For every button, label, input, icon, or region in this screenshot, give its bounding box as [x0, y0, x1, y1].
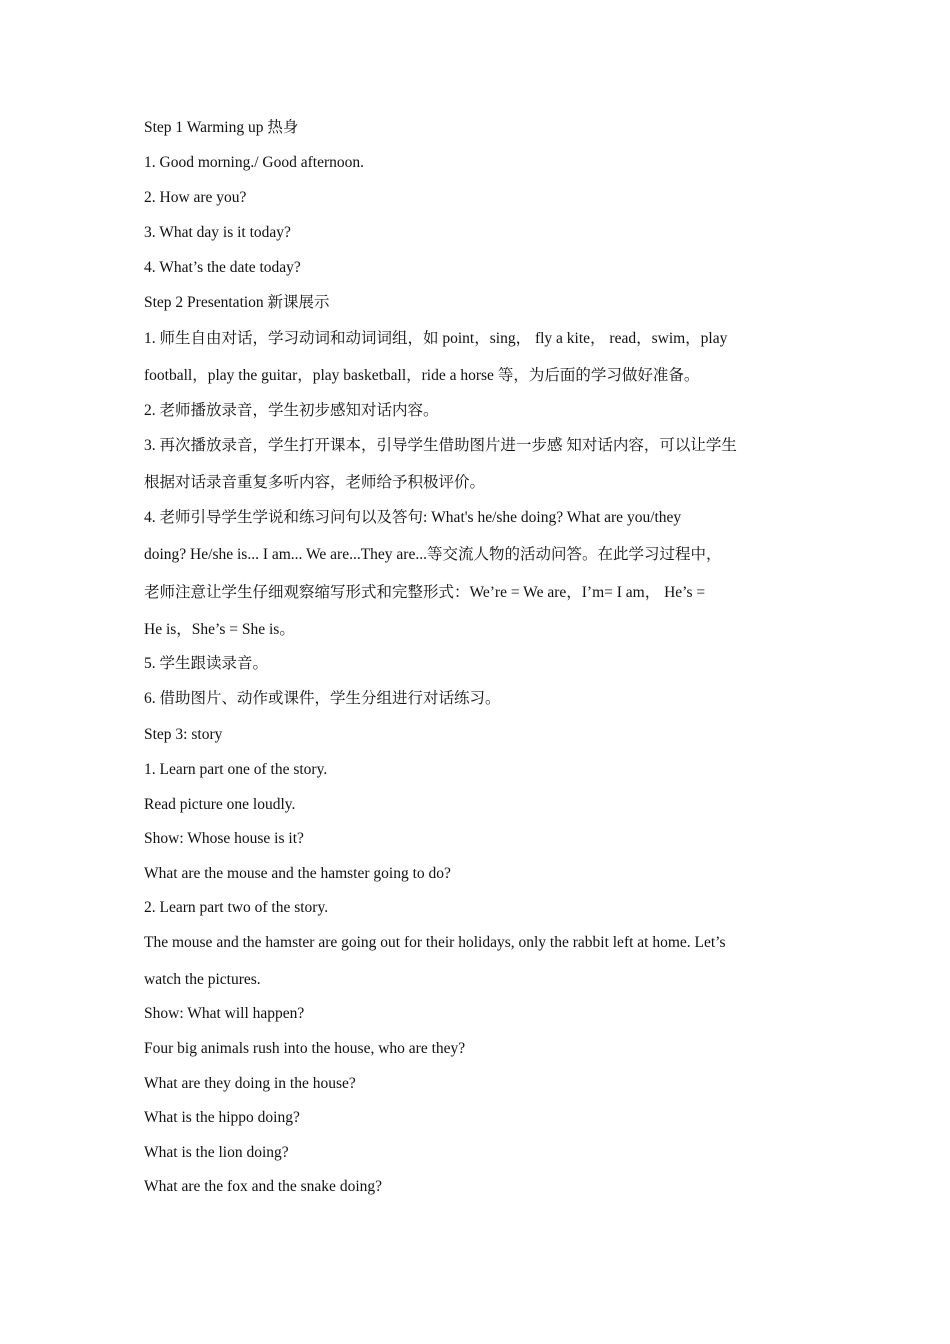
text-line: watch the pictures.: [144, 971, 261, 988]
text-line: 5. 学生跟读录音。: [144, 655, 269, 672]
text-line: 4. 老师引导学生学说和练习问句以及答句: What's he/she doing? What are you/they: [144, 509, 682, 526]
text-line: What are they doing in the house?: [144, 1075, 356, 1092]
text-line: The mouse and the hamster are going out for their holidays, only the rabbit left at home. Let’s: [144, 934, 726, 951]
text-line: Show: What will happen?: [144, 1005, 305, 1022]
text-line: Four big animals rush into the house, who are they?: [144, 1040, 466, 1057]
text-line: 1. Good morning./ Good afternoon.: [144, 154, 364, 171]
text-line: 老师注意让学生仔细观察缩写形式和完整形式：We’re = We are，I’m= I am， He’s =: [144, 584, 706, 601]
text-line: 2. Learn part two of the story.: [144, 899, 329, 916]
text-line: Read picture one loudly.: [144, 796, 296, 813]
text-line: 3. What day is it today?: [144, 224, 291, 241]
text-line: 3. 再次播放录音，学生打开课本，引导学生借助图片进一步感 知对话内容，可以让学生: [144, 437, 737, 454]
text-line: What is the hippo doing?: [144, 1109, 300, 1126]
text-line: 根据对话录音重复多听内容，老师给予积极评价。: [144, 474, 486, 491]
text-line: What are the mouse and the hamster going to do?: [144, 865, 451, 882]
text-line: 4. What’s the date today?: [144, 259, 301, 276]
step1-heading: Step 1 Warming up 热身: [144, 119, 299, 136]
step2-heading: Step 2 Presentation 新课展示: [144, 294, 330, 311]
text-line: Show: Whose house is it?: [144, 830, 304, 847]
text-line: 1. 师生自由对话，学习动词和动词词组，如 point，sing， fly a kite， read，swim，play: [144, 330, 728, 347]
text-line: What is the lion doing?: [144, 1144, 289, 1161]
text-line: He is，She’s = She is。: [144, 621, 295, 638]
step3-heading: Step 3: story: [144, 726, 223, 743]
text-line: 2. How are you?: [144, 189, 247, 206]
text-line: football，play the guitar，play basketball，ride a horse 等，为后面的学习做好准备。: [144, 367, 700, 384]
text-line: What are the fox and the snake doing?: [144, 1178, 383, 1195]
text-line: 6. 借助图片、动作或课件，学生分组进行对话练习。: [144, 690, 501, 707]
text-line: 2. 老师播放录音，学生初步感知对话内容。: [144, 402, 439, 419]
text-line: 1. Learn part one of the story.: [144, 761, 328, 778]
text-line: doing? He/she is... I am... We are...They are...等交流人物的活动问答。在此学习过程中，: [144, 546, 722, 563]
